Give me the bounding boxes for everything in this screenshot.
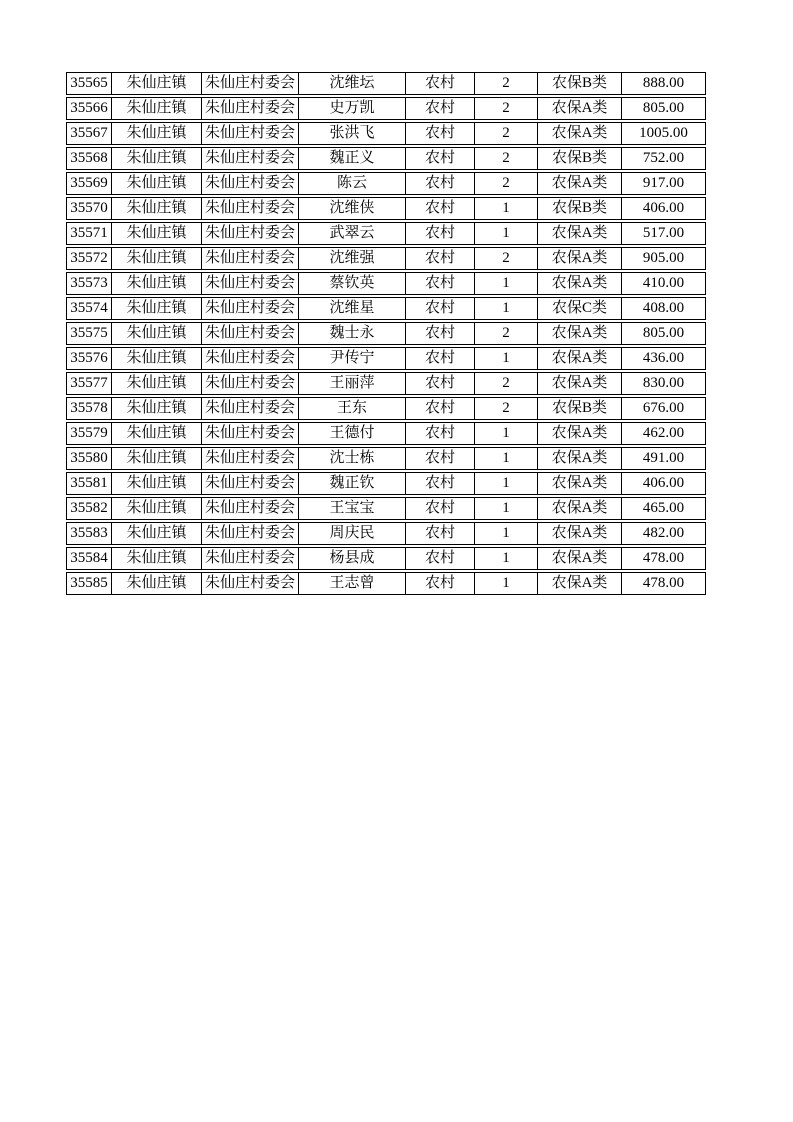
town-cell: 朱仙庄镇 [112,372,202,395]
serial-cell: 35583 [66,522,112,545]
serial-cell: 35571 [66,222,112,245]
name-cell: 王志曾 [299,572,406,595]
category-cell: 农保A类 [538,347,622,370]
name-cell: 沈士栋 [299,447,406,470]
residence-cell: 农村 [406,472,475,495]
persons-cell: 1 [475,497,538,520]
category-cell: 农保A类 [538,522,622,545]
village-cell: 朱仙庄村委会 [202,397,299,420]
table-row [66,322,706,345]
category-cell: 农保A类 [538,547,622,570]
serial-cell: 35572 [66,247,112,270]
serial-cell: 35576 [66,347,112,370]
village-cell: 朱仙庄村委会 [202,522,299,545]
town-cell: 朱仙庄镇 [112,297,202,320]
table-row [66,522,706,545]
name-cell: 沈维星 [299,297,406,320]
name-cell: 魏正钦 [299,472,406,495]
amount-cell: 465.00 [622,497,706,520]
amount-cell: 478.00 [622,572,706,595]
category-cell: 农保B类 [538,197,622,220]
residence-cell: 农村 [406,522,475,545]
residence-cell: 农村 [406,147,475,170]
table-row [66,347,706,370]
name-cell: 史万凯 [299,97,406,120]
table-row [66,272,706,295]
town-cell: 朱仙庄镇 [112,147,202,170]
serial-cell: 35569 [66,172,112,195]
name-cell: 沈维强 [299,247,406,270]
name-cell: 王宝宝 [299,497,406,520]
village-cell: 朱仙庄村委会 [202,172,299,195]
name-cell: 陈云 [299,172,406,195]
persons-cell: 1 [475,447,538,470]
category-cell: 农保B类 [538,72,622,95]
persons-cell: 2 [475,122,538,145]
residence-cell: 农村 [406,297,475,320]
village-cell: 朱仙庄村委会 [202,122,299,145]
amount-cell: 406.00 [622,472,706,495]
category-cell: 农保A类 [538,372,622,395]
village-cell: 朱仙庄村委会 [202,297,299,320]
table-row [66,447,706,470]
village-cell: 朱仙庄村委会 [202,222,299,245]
persons-cell: 2 [475,97,538,120]
residence-cell: 农村 [406,97,475,120]
persons-cell: 2 [475,247,538,270]
town-cell: 朱仙庄镇 [112,472,202,495]
persons-cell: 2 [475,72,538,95]
serial-cell: 35568 [66,147,112,170]
serial-cell: 35566 [66,97,112,120]
table-row [66,372,706,395]
name-cell: 王东 [299,397,406,420]
residence-cell: 农村 [406,347,475,370]
name-cell: 武翠云 [299,222,406,245]
persons-cell: 1 [475,572,538,595]
category-cell: 农保A类 [538,222,622,245]
town-cell: 朱仙庄镇 [112,222,202,245]
persons-cell: 1 [475,347,538,370]
serial-cell: 35565 [66,72,112,95]
category-cell: 农保A类 [538,97,622,120]
table-row [66,497,706,520]
table-row [66,422,706,445]
name-cell: 蔡钦英 [299,272,406,295]
town-cell: 朱仙庄镇 [112,72,202,95]
village-cell: 朱仙庄村委会 [202,197,299,220]
serial-cell: 35567 [66,122,112,145]
serial-cell: 35573 [66,272,112,295]
name-cell: 魏正义 [299,147,406,170]
amount-cell: 462.00 [622,422,706,445]
residence-cell: 农村 [406,447,475,470]
name-cell: 王德付 [299,422,406,445]
persons-cell: 1 [475,272,538,295]
persons-cell: 1 [475,472,538,495]
category-cell: 农保A类 [538,447,622,470]
name-cell: 沈维侠 [299,197,406,220]
persons-cell: 1 [475,422,538,445]
table-row [66,122,706,145]
category-cell: 农保A类 [538,172,622,195]
persons-cell: 2 [475,322,538,345]
category-cell: 农保A类 [538,497,622,520]
village-cell: 朱仙庄村委会 [202,372,299,395]
village-cell: 朱仙庄村委会 [202,72,299,95]
village-cell: 朱仙庄村委会 [202,447,299,470]
name-cell: 尹传宁 [299,347,406,370]
town-cell: 朱仙庄镇 [112,547,202,570]
persons-cell: 1 [475,197,538,220]
village-cell: 朱仙庄村委会 [202,147,299,170]
table-row [66,197,706,220]
village-cell: 朱仙庄村委会 [202,322,299,345]
name-cell: 王丽萍 [299,372,406,395]
amount-cell: 406.00 [622,197,706,220]
persons-cell: 1 [475,547,538,570]
amount-cell: 408.00 [622,297,706,320]
town-cell: 朱仙庄镇 [112,247,202,270]
village-cell: 朱仙庄村委会 [202,347,299,370]
village-cell: 朱仙庄村委会 [202,247,299,270]
town-cell: 朱仙庄镇 [112,397,202,420]
amount-cell: 478.00 [622,547,706,570]
town-cell: 朱仙庄镇 [112,272,202,295]
town-cell: 朱仙庄镇 [112,97,202,120]
category-cell: 农保C类 [538,297,622,320]
serial-cell: 35575 [66,322,112,345]
persons-cell: 2 [475,147,538,170]
table-row [66,572,706,595]
name-cell: 张洪飞 [299,122,406,145]
residence-cell: 农村 [406,172,475,195]
amount-cell: 1005.00 [622,122,706,145]
town-cell: 朱仙庄镇 [112,522,202,545]
residence-cell: 农村 [406,572,475,595]
category-cell: 农保A类 [538,572,622,595]
serial-cell: 35579 [66,422,112,445]
serial-cell: 35570 [66,197,112,220]
town-cell: 朱仙庄镇 [112,172,202,195]
category-cell: 农保A类 [538,272,622,295]
table-row [66,547,706,570]
town-cell: 朱仙庄镇 [112,197,202,220]
serial-cell: 35578 [66,397,112,420]
town-cell: 朱仙庄镇 [112,497,202,520]
village-cell: 朱仙庄村委会 [202,272,299,295]
village-cell: 朱仙庄村委会 [202,572,299,595]
village-cell: 朱仙庄村委会 [202,97,299,120]
table-row [66,172,706,195]
residence-cell: 农村 [406,397,475,420]
amount-cell: 830.00 [622,372,706,395]
village-cell: 朱仙庄村委会 [202,497,299,520]
serial-cell: 35580 [66,447,112,470]
village-cell: 朱仙庄村委会 [202,472,299,495]
table-row [66,297,706,320]
amount-cell: 491.00 [622,447,706,470]
persons-cell: 2 [475,397,538,420]
town-cell: 朱仙庄镇 [112,322,202,345]
category-cell: 农保B类 [538,397,622,420]
amount-cell: 805.00 [622,322,706,345]
records-table-body [66,72,706,595]
amount-cell: 410.00 [622,272,706,295]
amount-cell: 436.00 [622,347,706,370]
table-row [66,72,706,95]
category-cell: 农保A类 [538,122,622,145]
amount-cell: 905.00 [622,247,706,270]
residence-cell: 农村 [406,72,475,95]
category-cell: 农保A类 [538,322,622,345]
town-cell: 朱仙庄镇 [112,422,202,445]
serial-cell: 35581 [66,472,112,495]
residence-cell: 农村 [406,322,475,345]
residence-cell: 农村 [406,497,475,520]
name-cell: 魏士永 [299,322,406,345]
category-cell: 农保A类 [538,247,622,270]
serial-cell: 35585 [66,572,112,595]
residence-cell: 农村 [406,197,475,220]
amount-cell: 888.00 [622,72,706,95]
residence-cell: 农村 [406,422,475,445]
category-cell: 农保A类 [538,472,622,495]
serial-cell: 35584 [66,547,112,570]
persons-cell: 1 [475,522,538,545]
name-cell: 周庆民 [299,522,406,545]
serial-cell: 35582 [66,497,112,520]
category-cell: 农保A类 [538,422,622,445]
records-table [66,70,706,597]
table-row [66,97,706,120]
amount-cell: 517.00 [622,222,706,245]
table-row [66,147,706,170]
town-cell: 朱仙庄镇 [112,347,202,370]
town-cell: 朱仙庄镇 [112,447,202,470]
persons-cell: 1 [475,297,538,320]
name-cell: 沈维坛 [299,72,406,95]
table-row [66,222,706,245]
town-cell: 朱仙庄镇 [112,572,202,595]
residence-cell: 农村 [406,222,475,245]
residence-cell: 农村 [406,247,475,270]
name-cell: 杨县成 [299,547,406,570]
table-row [66,397,706,420]
amount-cell: 805.00 [622,97,706,120]
amount-cell: 482.00 [622,522,706,545]
residence-cell: 农村 [406,272,475,295]
village-cell: 朱仙庄村委会 [202,547,299,570]
persons-cell: 1 [475,222,538,245]
category-cell: 农保B类 [538,147,622,170]
persons-cell: 2 [475,172,538,195]
persons-cell: 2 [475,372,538,395]
amount-cell: 917.00 [622,172,706,195]
table-row [66,247,706,270]
residence-cell: 农村 [406,122,475,145]
amount-cell: 676.00 [622,397,706,420]
serial-cell: 35577 [66,372,112,395]
table-row [66,472,706,495]
village-cell: 朱仙庄村委会 [202,422,299,445]
amount-cell: 752.00 [622,147,706,170]
residence-cell: 农村 [406,547,475,570]
serial-cell: 35574 [66,297,112,320]
town-cell: 朱仙庄镇 [112,122,202,145]
residence-cell: 农村 [406,372,475,395]
